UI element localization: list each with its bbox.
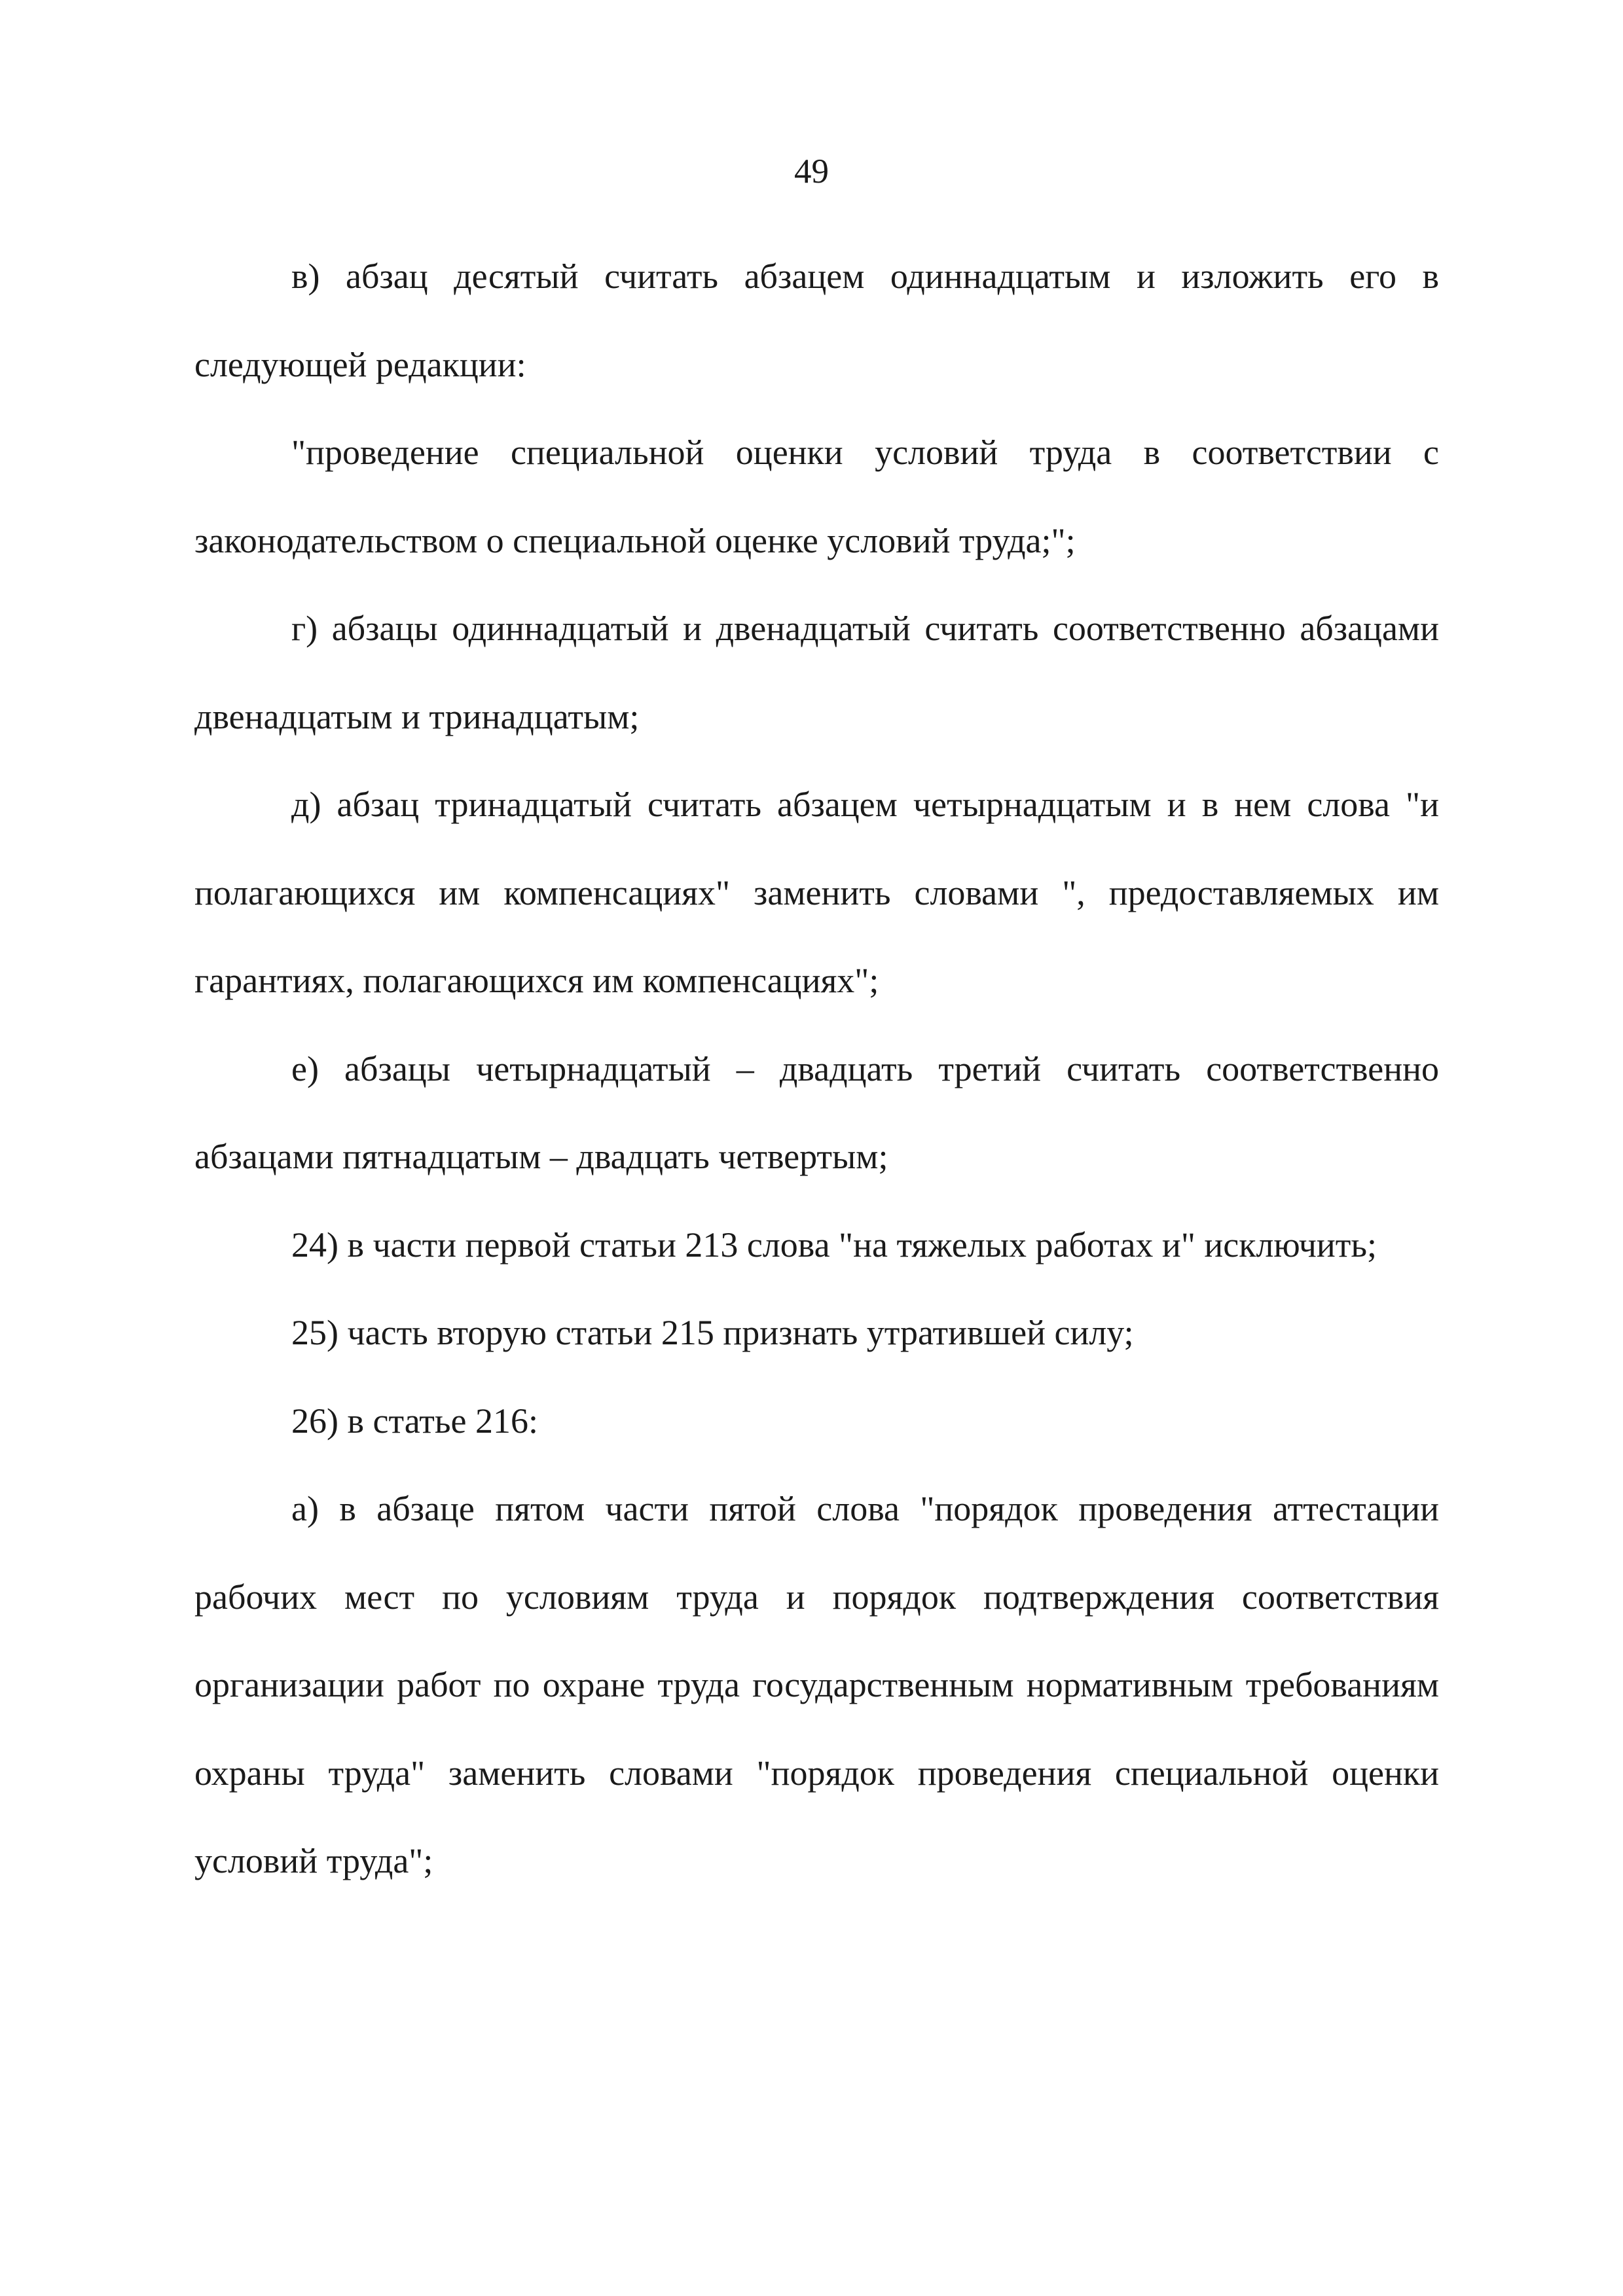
page-number: 49 — [794, 152, 829, 190]
paragraph-v: в) абзац десятый считать абзацем одиннадцатым и изложить его в следующей редакции: — [194, 257, 1439, 384]
paragraph-g: г) абзацы одиннадцатый и двенадцатый считать соответственно абзацами двенадцатым и тринадцатым; — [194, 609, 1439, 736]
paragraph-d: д) абзац тринадцатый считать абзацем четырнадцатым и в нем слова "и полагающихся им компенсациях" заменить словами ", предоставляемых им гарантиях, полагающихся им компенсациях"; — [194, 785, 1439, 1000]
paragraph-quote-assessment: "проведение специальной оценки условий труда в соответствии с законодательством о специальной оценке условий труда;"; — [194, 433, 1439, 560]
paragraph-25: 25) часть вторую статьи 215 признать утратившей силу; — [291, 1313, 1134, 1352]
paragraph-26: 26) в статье 216: — [291, 1401, 538, 1441]
paragraph-a: а) в абзаце пятом части пятой слова "порядок проведения аттестации рабочих мест по условиям труда и порядок подтверждения соответствия организации работ по охране труда государственным нормативным требованиям охраны труда" заменить словами "порядок проведения специальной оценки условий труда"; — [194, 1489, 1439, 1880]
paragraph-e: е) абзацы четырнадцатый – двадцать третий считать соответственно абзацами пятнадцатым – двадцать четвертым; — [194, 1049, 1439, 1176]
paragraph-24: 24) в части первой статьи 213 слова "на тяжелых работах и" исключить; — [291, 1225, 1377, 1265]
document-body — [194, 232, 1439, 1905]
